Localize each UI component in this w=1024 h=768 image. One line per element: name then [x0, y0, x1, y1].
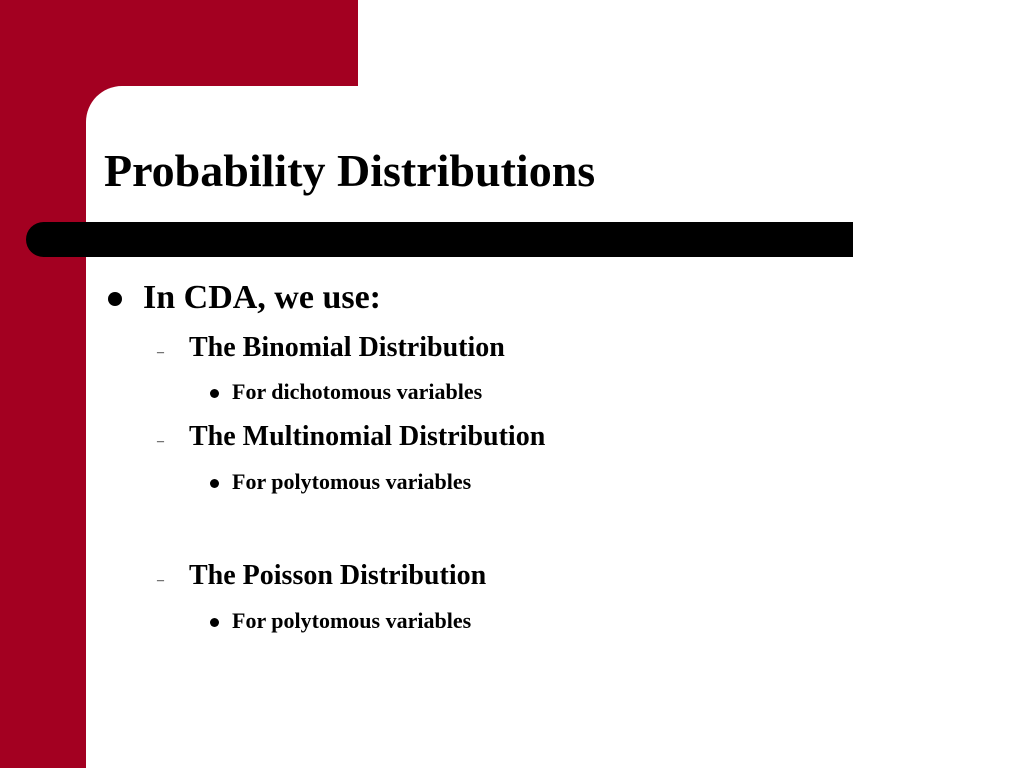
- bullet-level3: For polytomous variables: [232, 469, 472, 494]
- bullet-dot-icon: [210, 389, 219, 398]
- title-underline-bar: [26, 222, 853, 257]
- bullet-dot-icon: [210, 618, 219, 627]
- bullet-level1: In CDA, we use:: [143, 279, 381, 316]
- bullet-level3: For dichotomous variables: [232, 379, 483, 404]
- bullet-level2: The Binomial Distribution: [189, 332, 505, 363]
- slide-title: Probability Distributions: [104, 145, 596, 196]
- bullet-level2: The Multinomial Distribution: [189, 421, 546, 452]
- dash-icon: –: [157, 434, 164, 449]
- bullet-level3: For polytomous variables: [232, 608, 472, 633]
- bullet-dot-icon: [210, 479, 219, 488]
- dash-icon: –: [157, 345, 164, 360]
- dash-icon: –: [157, 573, 164, 588]
- bullet-level2: The Poisson Distribution: [189, 560, 487, 591]
- bullet-dot-icon: [108, 292, 122, 306]
